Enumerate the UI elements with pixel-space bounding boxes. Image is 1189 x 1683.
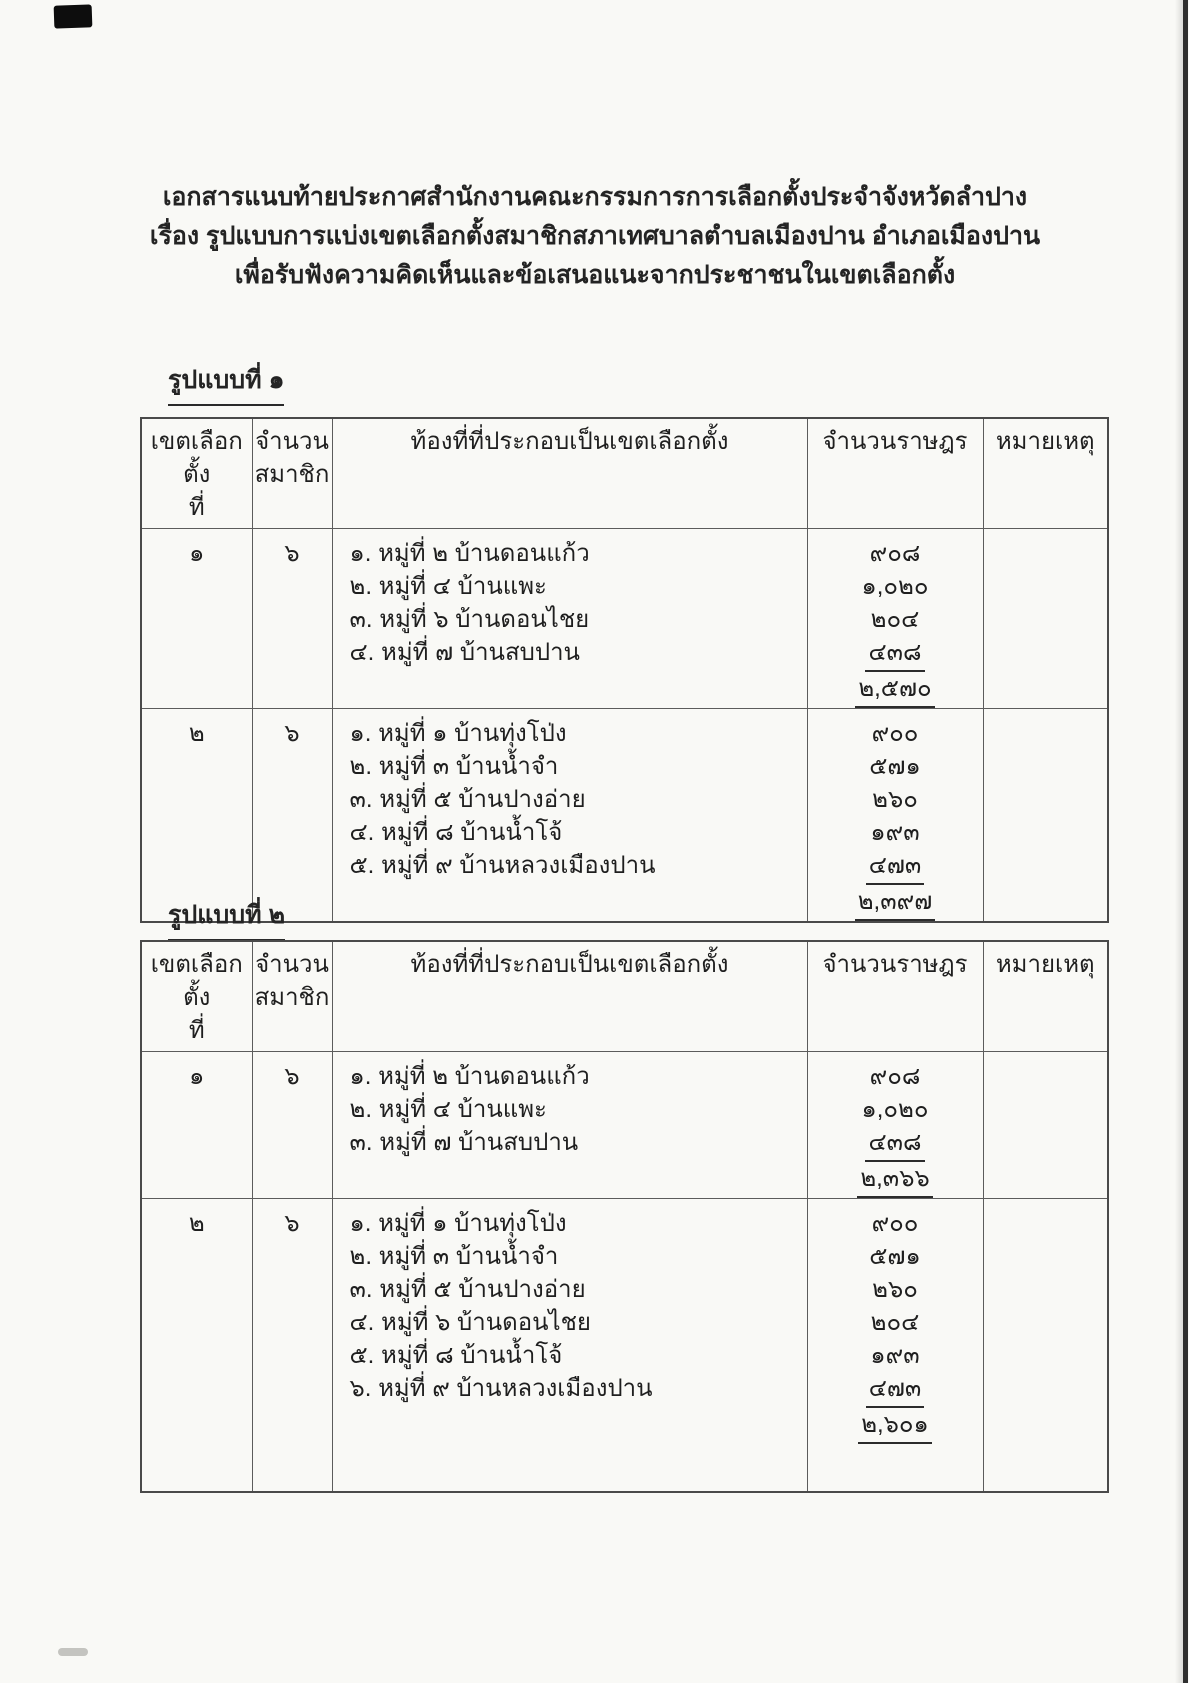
village-line: ๓. หมู่ที่ ๕ บ้านปางอ่าย bbox=[349, 1276, 586, 1303]
population-list bbox=[807, 709, 983, 923]
note-cell bbox=[983, 1052, 1108, 1199]
scan-edge-shadow bbox=[1183, 0, 1188, 1683]
district-number: ๑ bbox=[141, 529, 252, 709]
col-header-district: เขตเลือกตั้ง ที่ bbox=[141, 418, 252, 529]
village-line: ๕. หมู่ที่ ๙ บ้านหลวงเมืองปาน bbox=[349, 852, 656, 879]
member-count: ๖ bbox=[252, 1199, 332, 1492]
title-line-2: เรื่อง รูปแบบการแบ่งเขตเลือกตั้งสมาชิกสภาเทศบาลตำบลเมืองปาน อำเภอเมืองปาน bbox=[149, 222, 1041, 250]
population-value: ๙๐๘ bbox=[869, 1063, 921, 1090]
village-line: ๔. หมู่ที่ ๖ บ้านดอนไชย bbox=[349, 1309, 591, 1336]
col-header-members: จำนวน สมาชิก bbox=[252, 418, 332, 529]
title-line-1: เอกสารแนบท้ายประกาศสำนักงานคณะกรรมการการเลือกตั้งประจำจังหวัดลำปาง bbox=[162, 183, 1028, 211]
village-line: ๒. หมู่ที่ ๔ บ้านแพะ bbox=[349, 573, 547, 600]
section-label-form-1: รูปแบบที่ ๑ bbox=[168, 360, 284, 406]
district-number: ๒ bbox=[141, 709, 252, 923]
table-row bbox=[141, 529, 1108, 709]
note-cell bbox=[983, 529, 1108, 709]
village-line: ๒. หมู่ที่ ๔ บ้านแพะ bbox=[349, 1096, 547, 1123]
village-list bbox=[332, 1052, 807, 1199]
population-total: ๒,๕๗๐ bbox=[808, 672, 983, 708]
population-value: ๒๖๐ bbox=[872, 1276, 918, 1303]
note-cell bbox=[983, 709, 1108, 923]
village-line: ๓. หมู่ที่ ๖ บ้านดอนไชย bbox=[349, 606, 590, 633]
population-value: ๙๐๘ bbox=[869, 540, 921, 567]
col-header-area: ท้องที่ที่ประกอบเป็นเขตเลือกตั้ง bbox=[332, 418, 807, 529]
table-row bbox=[141, 709, 1108, 923]
village-line: ๖. หมู่ที่ ๙ บ้านหลวงเมืองปาน bbox=[349, 1375, 653, 1402]
scan-smudge bbox=[58, 1648, 88, 1656]
village-line: ๓. หมู่ที่ ๕ บ้านปางอ่าย bbox=[349, 786, 586, 813]
note-cell bbox=[983, 1199, 1108, 1492]
col-header-population: จำนวนราษฎร bbox=[807, 418, 983, 529]
population-value: ๑๙๓ bbox=[870, 1342, 920, 1369]
population-total: ๒,๖๐๑ bbox=[808, 1408, 983, 1444]
village-line: ๑. หมู่ที่ ๑ บ้านทุ่งโป่ง bbox=[349, 720, 567, 747]
population-value: ๕๗๑ bbox=[869, 1243, 921, 1270]
village-line: ๔. หมู่ที่ ๘ บ้านน้ำโจ้ bbox=[349, 819, 563, 846]
village-list bbox=[332, 709, 807, 923]
village-line: ๕. หมู่ที่ ๘ บ้านน้ำโจ้ bbox=[349, 1342, 563, 1369]
population-value: ๙๐๐ bbox=[871, 1210, 919, 1237]
title-line-3: เพื่อรับฟังความคิดเห็นและข้อเสนอแนะจากประชาชนในเขตเลือกตั้ง bbox=[234, 261, 956, 289]
section-label-form-2: รูปแบบที่ ๒ bbox=[168, 895, 285, 941]
member-count: ๖ bbox=[252, 709, 332, 923]
population-value: ๑,๐๒๐ bbox=[861, 1096, 929, 1123]
population-value: ๕๗๑ bbox=[869, 753, 921, 780]
population-value: ๑๙๓ bbox=[870, 819, 920, 846]
population-list bbox=[807, 1052, 983, 1199]
population-list bbox=[807, 1199, 983, 1492]
member-count: ๖ bbox=[252, 529, 332, 709]
member-count: ๖ bbox=[252, 1052, 332, 1199]
electoral-table-form-2 bbox=[140, 940, 1109, 1493]
village-line: ๑. หมู่ที่ ๒ บ้านดอนแก้ว bbox=[349, 1063, 590, 1090]
col-header-note: หมายเหตุ bbox=[983, 941, 1108, 1052]
col-header-area: ท้องที่ที่ประกอบเป็นเขตเลือกตั้ง bbox=[332, 941, 807, 1052]
population-total: ๒,๓๙๗ bbox=[808, 885, 983, 921]
village-list bbox=[332, 529, 807, 709]
population-list bbox=[807, 529, 983, 709]
table-row bbox=[141, 1052, 1108, 1199]
district-number: ๒ bbox=[141, 1199, 252, 1492]
col-header-note: หมายเหตุ bbox=[983, 418, 1108, 529]
village-line: ๒. หมู่ที่ ๓ บ้านน้ำจำ bbox=[349, 1243, 559, 1270]
population-value: ๔๗๓ bbox=[808, 1372, 983, 1408]
village-line: ๓. หมู่ที่ ๗ บ้านสบปาน bbox=[349, 1129, 579, 1156]
population-value: ๙๐๐ bbox=[871, 720, 919, 747]
village-line: ๑. หมู่ที่ ๑ บ้านทุ่งโป่ง bbox=[349, 1210, 567, 1237]
population-value: ๒๐๔ bbox=[870, 606, 920, 633]
scan-corner-mark bbox=[54, 4, 93, 28]
col-header-population: จำนวนราษฎร bbox=[807, 941, 983, 1052]
district-number: ๑ bbox=[141, 1052, 252, 1199]
village-line: ๔. หมู่ที่ ๗ บ้านสบปาน bbox=[349, 639, 580, 666]
col-header-district: เขตเลือกตั้ง ที่ bbox=[141, 941, 252, 1052]
electoral-table-form-1 bbox=[140, 417, 1109, 923]
col-header-members: จำนวน สมาชิก bbox=[252, 941, 332, 1052]
table-row bbox=[141, 1199, 1108, 1492]
village-line: ๒. หมู่ที่ ๓ บ้านน้ำจำ bbox=[349, 753, 559, 780]
population-value: ๔๗๓ bbox=[808, 849, 983, 885]
village-line: ๑. หมู่ที่ ๒ บ้านดอนแก้ว bbox=[349, 540, 590, 567]
population-value: ๔๓๘ bbox=[808, 1126, 983, 1162]
scan-edge-shadow-soft bbox=[1175, 0, 1183, 1683]
population-value: ๔๓๘ bbox=[808, 636, 983, 672]
population-value: ๒๐๔ bbox=[870, 1309, 920, 1336]
population-total: ๒,๓๖๖ bbox=[808, 1162, 983, 1198]
document-title bbox=[15, 178, 1175, 295]
village-list bbox=[332, 1199, 807, 1492]
population-value: ๒๖๐ bbox=[872, 786, 918, 813]
population-value: ๑,๐๒๐ bbox=[861, 573, 929, 600]
